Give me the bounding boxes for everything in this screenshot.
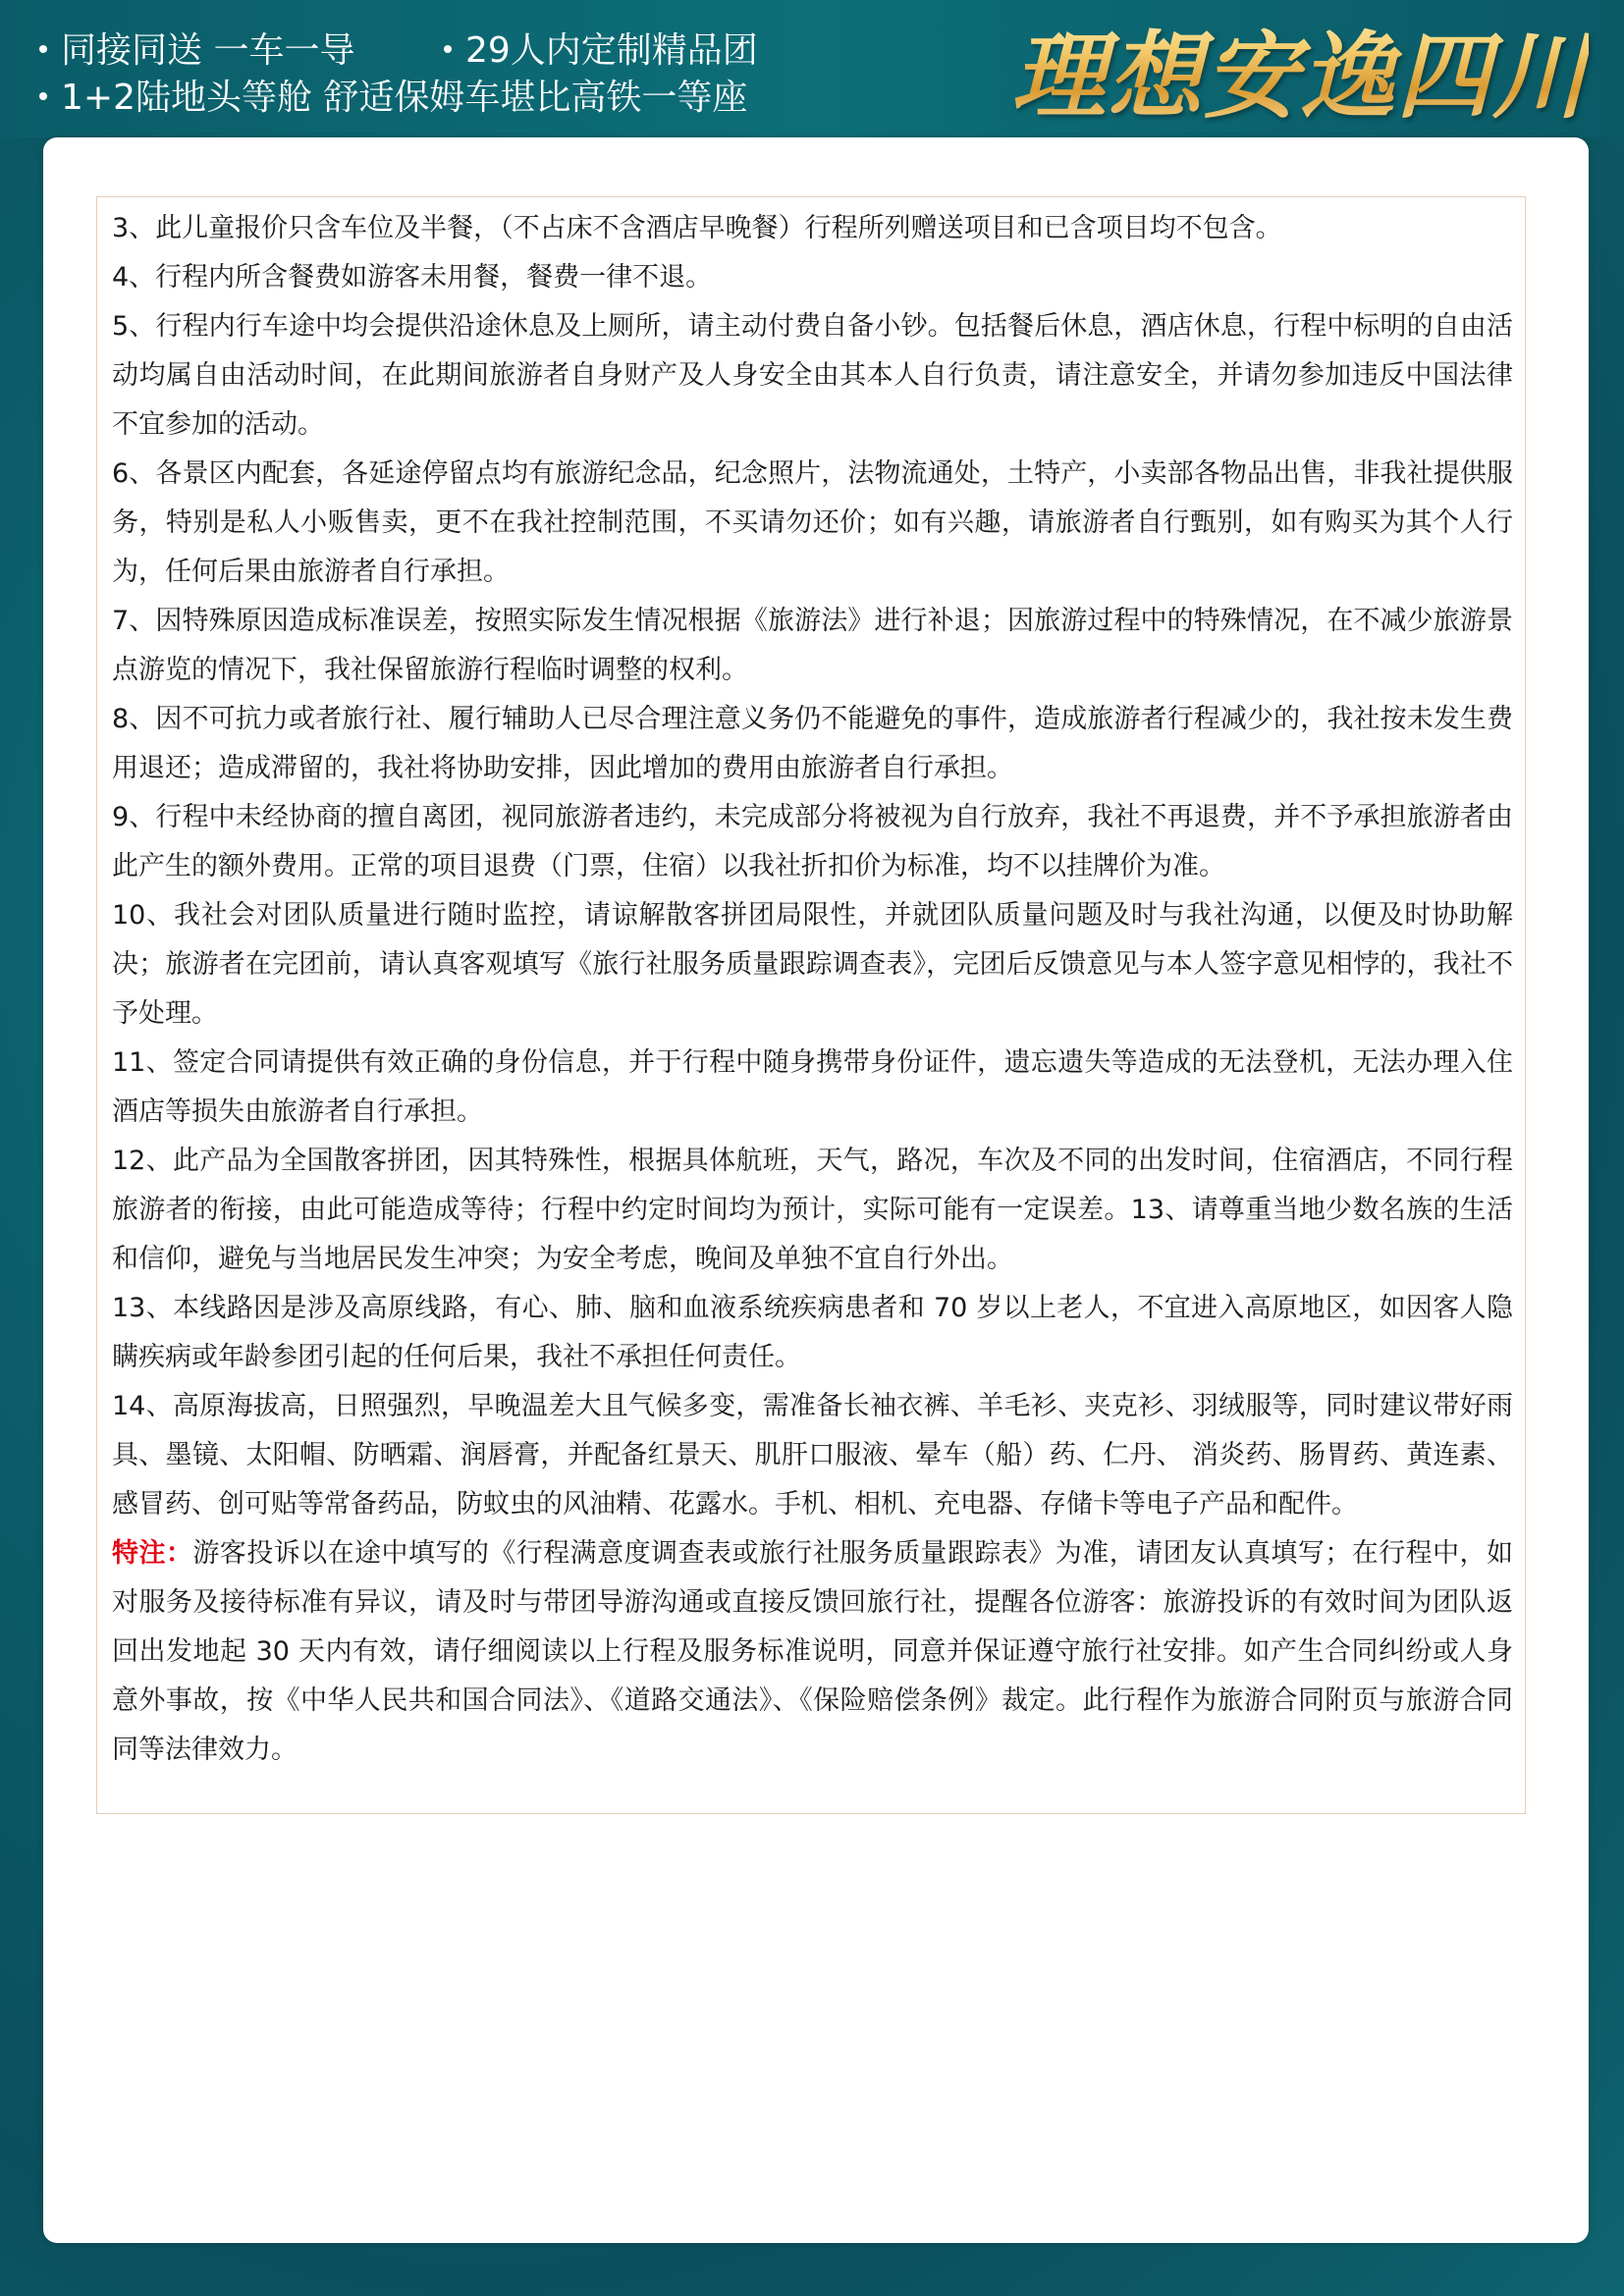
special-note-label: 特注： (112, 1538, 193, 1569)
bullet-dot-icon (39, 92, 47, 100)
feature-text: 29人内定制精品团 (465, 30, 758, 71)
note-item: 8、因不可抗力或者旅行社、履行辅助人已尽合理注意义务仍不能避免的事件，造成旅游者行程减少的，我社按未发生费用退还；造成滞留的，我社将协助安排，因此增加的费用由旅游者自行承担。 (112, 704, 1513, 783)
feature-item (39, 29, 354, 73)
note-item: 5、行程内行车途中均会提供沿途休息及上厕所，请主动付费自备小钞。包括餐后休息，酒店休息，行程中标明的自由活动均属自由活动时间，在此期间旅游者自身财产及人身安全由其本人自行负责，请注意安全，并请勿参加违反中国法律不宜参加的活动。 (112, 311, 1513, 440)
note-item: 13、本线路因是涉及高原线路，有心、肺、脑和血液系统疾病患者和 70 岁以上老人，不宜进入高原地区，如因客人隐瞒疾病或年龄参团引起的任何后果，我社不承担任何责任。 (112, 1293, 1513, 1372)
note-item: 4、行程内所含餐费如游客未用餐，餐费一律不退。 (112, 262, 713, 293)
feature-text: 1+2陆地头等舱 舒适保姆车堪比高铁一等座 (61, 78, 748, 118)
feature-item (444, 29, 758, 73)
notes-box (96, 196, 1526, 1814)
note-item: 10、我社会对团队质量进行随时监控，请谅解散客拼团局限性，并就团队质量问题及时与我社沟通，以便及时协助解决；旅游者在完团前，请认真客观填写《旅行社服务质量跟踪调查表》，完团后反馈意见与本人签字意见相悖的，我社不予处理。 (112, 900, 1513, 1029)
note-item: 9、行程中未经协商的擅自离团，视同旅游者违约，未完成部分将被视为自行放弃，我社不再退费，并不予承担旅游者由此产生的额外费用。正常的项目退费（门票，住宿）以我社折扣价为标准，均不以挂牌价为准。 (112, 802, 1513, 881)
note-item: 14、高原海拔高，日照强烈，早晚温差大且气候多变，需准备长袖衣裤、羊毛衫、夹克衫、羽绒服等，同时建议带好雨具、墨镜、太阳帽、防晒霜、润唇膏，并配备红景天、肌肝口服液、晕车（船）药、仁丹、 消炎药、肠胃药、黄连素、感冒药、创可贴等常备药品，防蚊虫的风油精、花露水。手机、相机、充电器、存储卡等电子产品和配件。 (112, 1391, 1513, 1520)
brand-logo (1011, 10, 1589, 132)
special-note-text: 游客投诉以在途中填写的《行程满意度调查表或旅行社服务质量跟踪表》为准，请团友认真填写；在行程中，如对服务及接待标准有异议，请及时与带团导游沟通或直接反馈回旅行社，提醒各位游客：旅游投诉的有效时间为团队返回出发地起 30 天内有效，请仔细阅读以上行程及服务标准说明，同意并保证遵守旅行社安排。如产生合同纠纷或人身意外事故，按《中华人民共和国合同法》、《道路交通法》、《保险赔偿条例》裁定。此行程作为旅游合同附页与旅游合同同等法律效力。 (112, 1538, 1514, 1765)
note-item: 6、各景区内配套，各延途停留点均有旅游纪念品，纪念照片，法物流通处，土特产，小卖部各物品出售，非我社提供服务，特别是私人小贩售卖，更不在我社控制范围，不买请勿还价；如有兴趣，请旅游者自行甄别，如有购买为其个人行为，任何后果由旅游者自行承担。 (112, 458, 1513, 587)
note-item: 12、此产品为全国散客拼团，因其特殊性，根据具体航班，天气，路况，车次及不同的出发时间，住宿酒店，不同行程旅游者的衔接，由此可能造成等待；行程中约定时间均为预计，实际可能有一定误差。13、请尊重当地少数名族的生活和信仰，避免与当地居民发生冲突；为安全考虑，晚间及单独不宜自行外出。 (112, 1146, 1513, 1274)
note-item: 11、签定合同请提供有效正确的身份信息，并于行程中随身携带身份证件，遗忘遗失等造成的无法登机，无法办理入住酒店等损失由旅游者自行承担。 (112, 1047, 1513, 1127)
feature-text: 同接同送 一车一导 (61, 30, 355, 71)
bullet-dot-icon (39, 45, 47, 53)
header-banner (0, 0, 1624, 137)
brand-title: 理想安逸四川 (1011, 2, 1589, 136)
feature-item (39, 77, 747, 120)
note-item: 3、此儿童报价只含车位及半餐，（不占床不含酒店早晚餐）行程所列赠送项目和已含项目均不包含。 (112, 213, 1282, 243)
special-note (112, 1529, 1513, 1775)
bullet-dot-icon (444, 45, 452, 53)
note-item: 7、因特殊原因造成标准误差，按照实际发生情况根据《旅游法》进行补退；因旅游过程中的特殊情况，在不减少旅游景点游览的情况下，我社保留旅游行程临时调整的权利。 (112, 606, 1513, 685)
content-panel (43, 137, 1589, 2243)
